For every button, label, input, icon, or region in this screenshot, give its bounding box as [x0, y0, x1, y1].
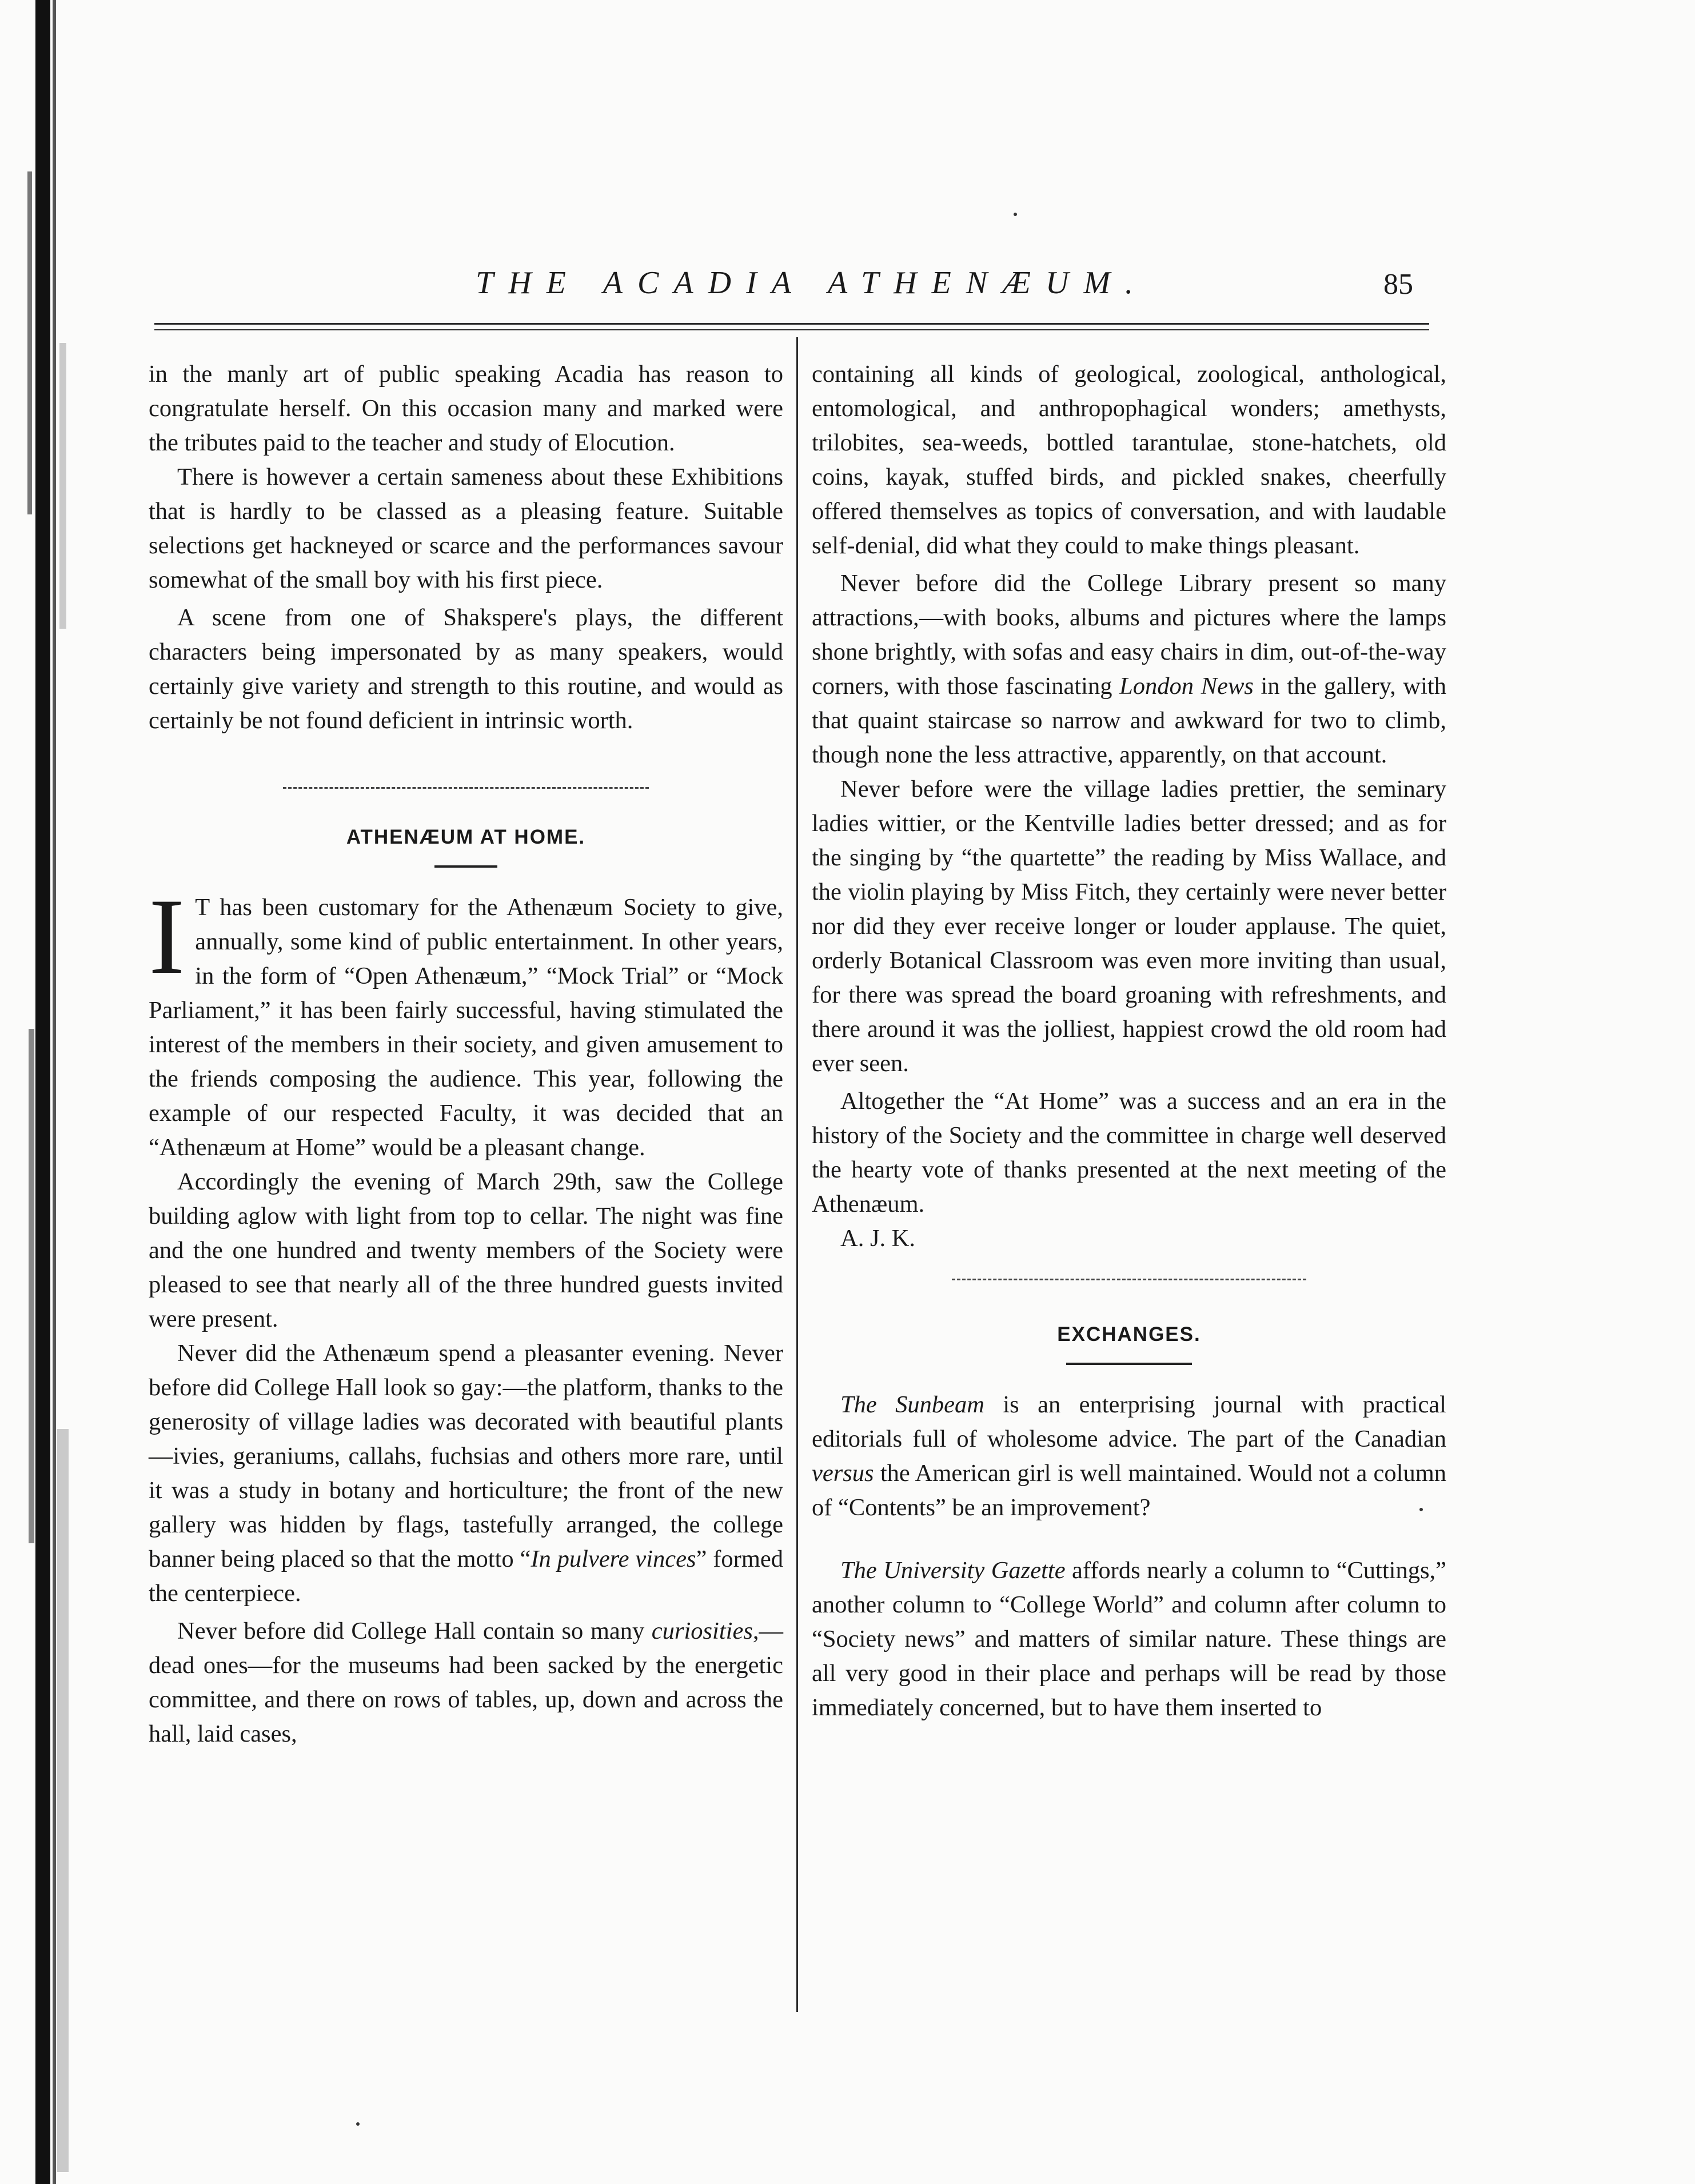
paragraph-text: ,—dead ones—for the museums had been sacked by the energetic committee, and there on rows of tables, up, down and across the hall, laid cases, — [149, 1618, 783, 1747]
paragraph: Accordingly the evening of March 29th, saw the College building aglow with light from top to cellar. The night was fine and the one hundred and twenty members of the Society were pleased to see that nearly all of the three hundred guests invited were present. — [149, 1168, 783, 1332]
running-head: THE ACADIA ATHENÆUM. — [476, 265, 1148, 301]
speck — [1014, 213, 1017, 216]
section-separator — [952, 1279, 1306, 1280]
paragraph-text: Never did the Athenæum spend a pleasanter evening. Never before did College Hall look so gay:—the platform, thanks to the generosity of village ladies was decorated with beautiful plants—ivies, geraniums, callahs, fuchsias and others more rare, until it was a study in botany and horticulture; the front of the new gallery was hidden by flags, tastefully arranged, the college banner being placed so that the motto “ — [149, 1340, 783, 1572]
title-rule — [434, 865, 497, 868]
publication-name: London News — [1119, 673, 1254, 700]
section-separator — [283, 787, 649, 789]
emphasis: versus — [812, 1460, 874, 1487]
signature: A. J. K. — [840, 1225, 916, 1252]
paragraph-text: is an enterprising journal with practical editorials full of wholesome advice. The part of the Canadian — [812, 1391, 1446, 1452]
speck — [1419, 1508, 1423, 1511]
title-rule — [1066, 1363, 1192, 1365]
paragraph — [812, 1554, 1446, 1725]
paragraph-text: affords nearly a column to “Cuttings,” another column to “College World” and column after column to “Society news” and matters of similar nature. These things are all very good in their place and perhaps will be read by those immediately concerned, but to have them inserted to — [812, 1557, 1446, 1721]
paragraph — [812, 566, 1446, 772]
paragraph: There is however a certain sameness about these Exhibitions that is hardly to be classed as a pleasing feature. Suitable selections get hackneyed or scarce and the performances savour somewhat of the small boy with his first piece. — [149, 464, 783, 593]
paragraph-text: the American girl is well maintained. Would not a column of “Contents” be an improvement? — [812, 1460, 1446, 1521]
column-divider — [796, 337, 798, 2012]
motto: In pulvere vinces — [531, 1546, 696, 1572]
paragraph: in the manly art of public speaking Acadia has reason to congratulate herself. On this occasion many and marked were the tributes paid to the teacher and study of Elocution. — [149, 361, 783, 456]
publication-name: The University Gazette — [840, 1557, 1066, 1584]
paragraph: containing all kinds of geological, zoological, anthological, entomological, and anthropophagical wonders; amethysts, trilobites, sea-weeds, bottled tarantulae, stone-hatchets, old coins, kayak, stuffed birds, and pickled snakes, cheerfully offered themselves as topics of conversation, and with laudable self-denial, did what they could to make things pleasant. — [812, 361, 1446, 559]
paragraph — [812, 1388, 1446, 1525]
paragraph: Never before were the village ladies prettier, the seminary ladies wittier, or the Kentville ladies better dressed; and as for the singing by “the quartette” the reading by Miss Wallace, and the violin playing by Miss Fitch, they certainly were never better nor did they ever receive longer or louder applause. The quiet, orderly Botanical Classroom was even more inviting than usual, for there was spread the board groaning with refreshments, and there around it was the jolliest, happiest crowd the old room had ever seen. — [812, 776, 1446, 1077]
paragraph: A scene from one of Shakspere's plays, the different characters being impersonated by as many speakers, would certainly give variety and strength to this routine, and would as certainly be not found deficient in intrinsic worth. — [149, 604, 783, 734]
section-title: ATHENÆUM AT HOME. — [346, 826, 586, 848]
drop-cap: I — [149, 877, 185, 997]
right-column — [812, 357, 1446, 1725]
header-rule — [154, 323, 1429, 325]
publication-name: The Sunbeam — [840, 1391, 984, 1418]
paragraph — [149, 1336, 783, 1611]
binding-edge — [0, 0, 86, 2184]
header-rule — [154, 329, 1429, 330]
speck — [356, 2122, 360, 2126]
page-number: 85 — [1383, 268, 1413, 301]
paragraph — [149, 877, 783, 1165]
left-column — [149, 357, 783, 1751]
paragraph-text: T has been customary for the Athenæum Society to give, annually, some kind of public entertainment. In other years, in the form of “Open Athenæum,” “Mock Trial” or “Mock Parliament,” it has been fairly successful, having stimulated the interest of the members in their society, and given amusement to the friends composing the audience. This year, following the example of our respected Faculty, it was decided that an “Athenæum at Home” would be a pleasant change. — [149, 894, 783, 1161]
paragraph-text: ” formed the centerpiece. — [149, 1546, 783, 1607]
paragraph — [149, 1614, 783, 1751]
paragraph-text: Never before did the College Library present so many attractions,—with books, albums and pictures where the lamps shone brightly, with sofas and easy chairs in dim, out-of-the-way corners, with those fascinating — [812, 570, 1446, 700]
paragraph: Altogether the “At Home” was a success and an era in the history of the Society and the committee in charge well deserved the hearty vote of thanks presented at the next meeting of the Athenæum. — [812, 1088, 1446, 1217]
paragraph-text: Never before did College Hall contain so many — [177, 1618, 652, 1644]
section-title: EXCHANGES. — [1057, 1323, 1201, 1345]
paragraph-text: in the gallery, with that quaint staircase so narrow and awkward for two to climb, though none the less attractive, apparently, on that account. — [812, 673, 1446, 768]
emphasis: curiosities — [651, 1618, 753, 1644]
